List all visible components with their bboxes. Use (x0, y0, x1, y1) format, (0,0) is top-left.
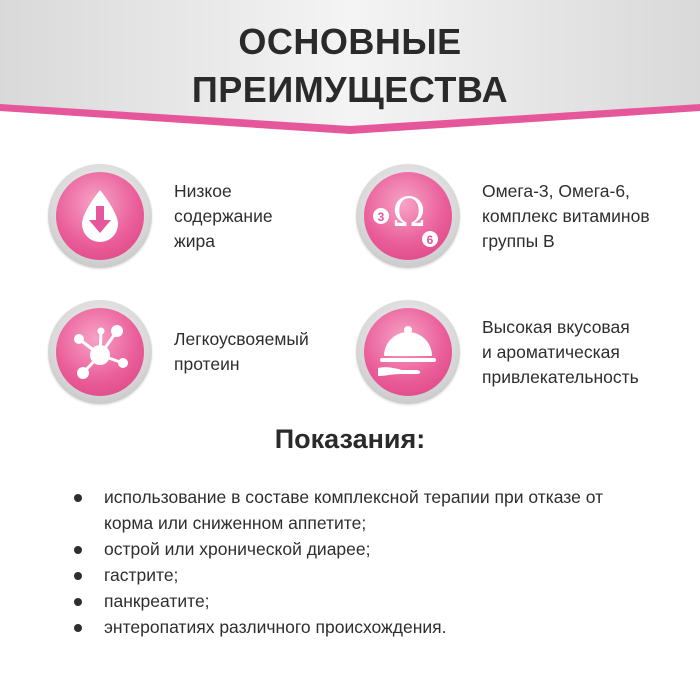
benefit-label: Высокая вкусовая и ароматическая привлекательность (482, 316, 639, 387)
list-item-text: острой или хронической диарее; (104, 539, 371, 559)
list-item (72, 562, 632, 588)
benefit-taste (356, 300, 639, 404)
benefit-icon-frame (356, 164, 460, 268)
header-banner (0, 0, 700, 140)
omega-badge-3: 3 (377, 210, 385, 224)
bullet-icon (74, 598, 82, 606)
list-item-text: панкреатите; (104, 591, 210, 611)
title-line-1: ОСНОВНЫЕ (238, 21, 462, 62)
list-item (72, 614, 632, 640)
omega-badge-6: 6 (426, 233, 434, 247)
bullet-icon (74, 624, 82, 632)
bullet-icon (74, 572, 82, 580)
serving-cloche-icon (372, 316, 444, 388)
benefit-label: Омега-3, Омега-6, комплекс витаминов группы В (482, 180, 650, 251)
benefit-omega (356, 164, 650, 268)
list-item (72, 484, 632, 536)
list-item-text: использование в составе комплексной терапии при отказе от корма или сниженном аппетите; (104, 487, 604, 533)
page-title (0, 18, 700, 114)
benefit-label: Низкое содержание жира (174, 180, 273, 251)
drop-arrow-icon (70, 186, 130, 246)
benefit-icon-frame (48, 300, 152, 404)
title-line-2: ПРЕИМУЩЕСТВА (191, 69, 509, 110)
indications-title: Показания: (274, 424, 426, 454)
bullet-icon (74, 494, 82, 502)
omega-symbol: Ω (392, 190, 426, 236)
bullet-icon (74, 546, 82, 554)
benefit-protein (48, 300, 309, 404)
indications-list (72, 484, 632, 640)
molecule-icon (65, 317, 135, 387)
omega-icon (368, 176, 448, 256)
list-item-text: гастрите; (104, 565, 179, 585)
benefit-label: Легкоусвояемый протеин (174, 329, 309, 374)
list-item (72, 536, 632, 562)
benefit-icon-frame (356, 300, 460, 404)
benefit-low-fat (48, 164, 273, 268)
list-item-text: энтеропатиях различного происхождения. (104, 617, 447, 637)
benefit-icon-frame (48, 164, 152, 268)
list-item (72, 588, 632, 614)
